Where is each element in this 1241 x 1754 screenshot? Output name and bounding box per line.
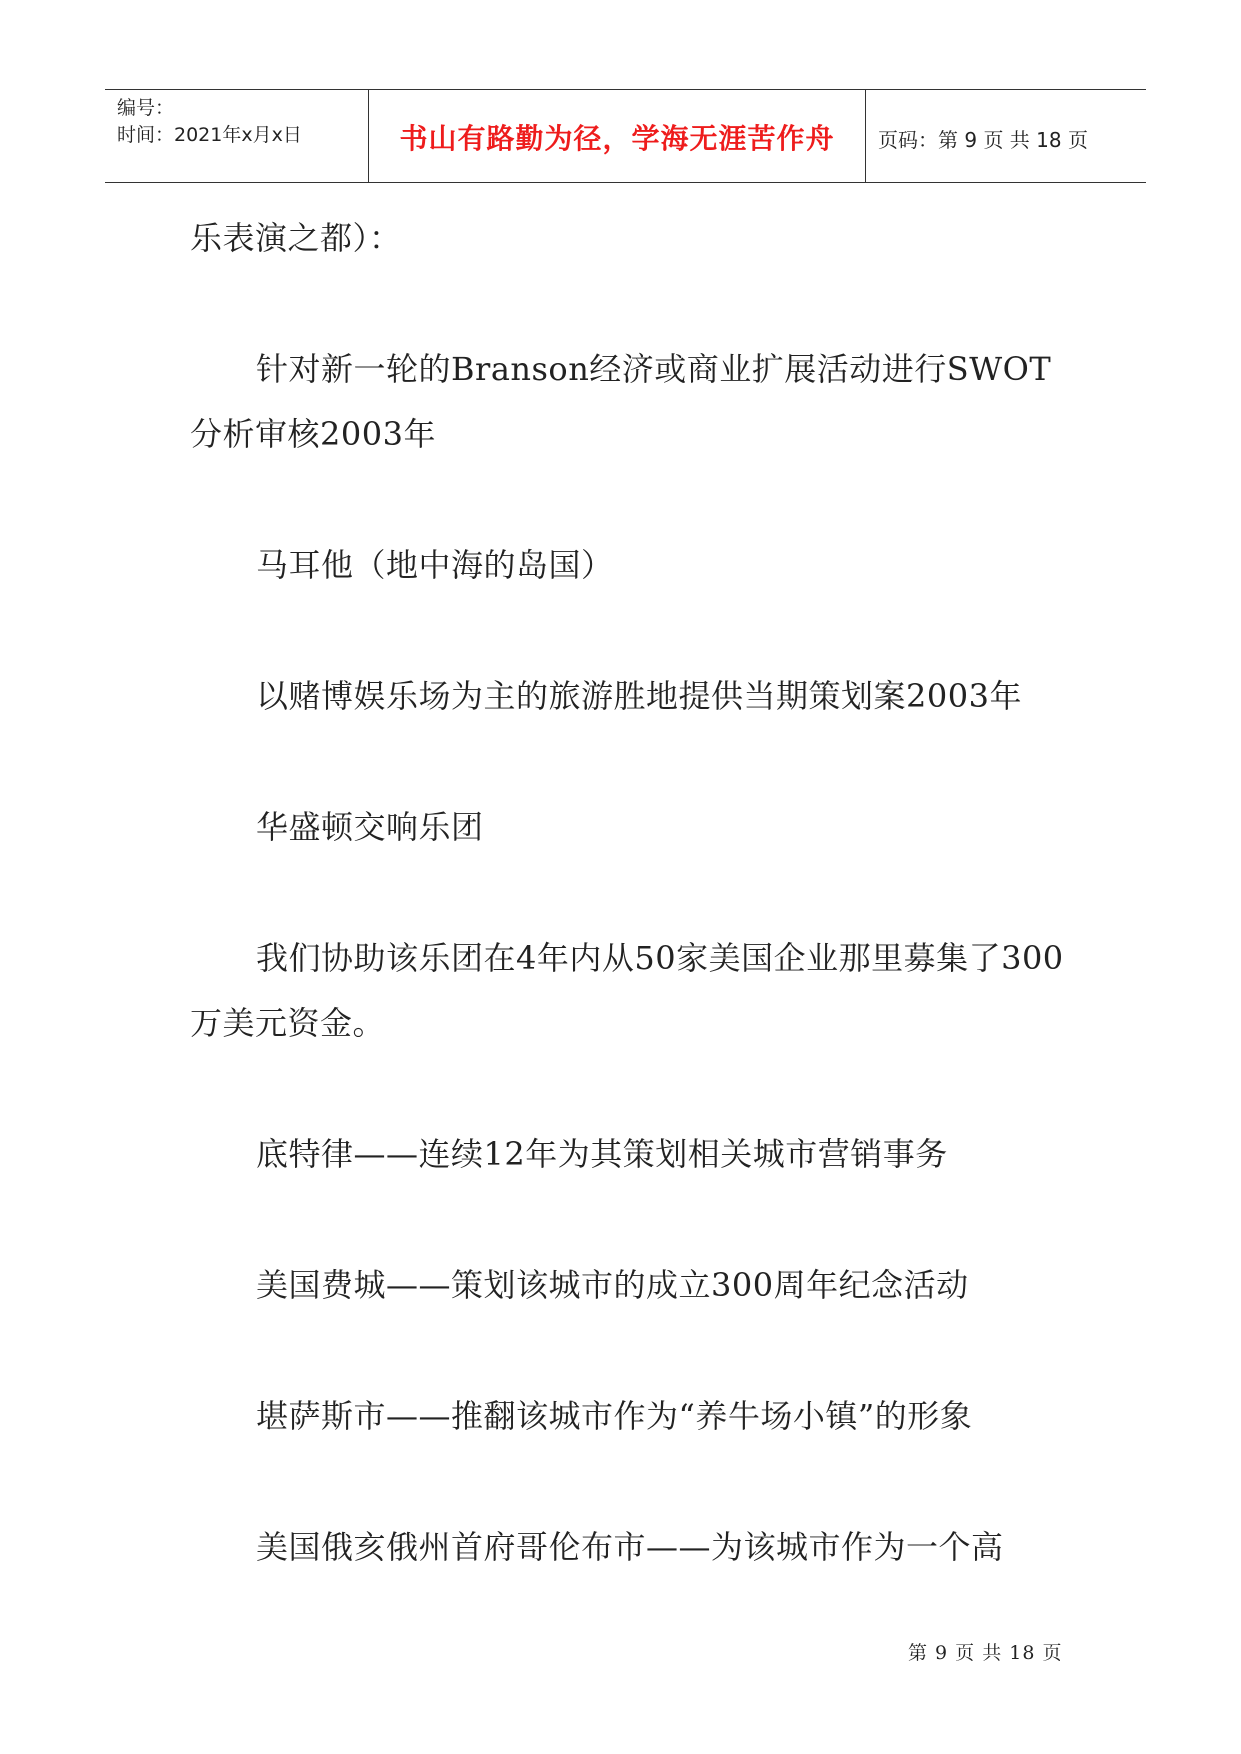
- header-page-cell: [866, 90, 1146, 182]
- document-number-label: 编号：: [117, 97, 175, 119]
- body-paragraph: 马耳他（地中海的岛国）: [256, 546, 614, 584]
- body-paragraph: 针对新一轮的Branson经济或商业扩展活动进行SWOT分析审核2003年: [190, 350, 1052, 453]
- body-paragraph: 美国俄亥俄州首府哥伦布市——为该城市作为一个高: [256, 1528, 1004, 1566]
- document-body: [190, 206, 1070, 1646]
- header-motto-cell: [369, 90, 866, 182]
- header-motto: 书山有路勤为径，学海无涯苦作舟: [399, 122, 835, 155]
- header-meta-cell: [105, 90, 369, 182]
- header-page-info: 页码：第 9 页 共 18 页: [878, 128, 1088, 152]
- page-header: [105, 89, 1146, 183]
- body-paragraph: 底特律——连续12年为其策划相关城市营销事务: [256, 1135, 948, 1173]
- page-footer: 第 9 页 共 18 页: [908, 1642, 1063, 1664]
- body-paragraph: 美国费城——策划该城市的成立300周年纪念活动: [256, 1266, 969, 1304]
- body-paragraph: 我们协助该乐团在4年内从50家美国企业那里募集了300万美元资金。: [190, 939, 1064, 1042]
- body-paragraph: 乐表演之都）：: [190, 219, 402, 257]
- body-paragraph: 以赌博娱乐场为主的旅游胜地提供当期策划案2003年: [256, 677, 1022, 715]
- body-paragraph: 堪萨斯市——推翻该城市作为“养牛场小镇”的形象: [256, 1397, 973, 1435]
- body-paragraph: 华盛顿交响乐团: [256, 808, 484, 846]
- document-date-label: 时间：2021年x月x日: [117, 124, 302, 146]
